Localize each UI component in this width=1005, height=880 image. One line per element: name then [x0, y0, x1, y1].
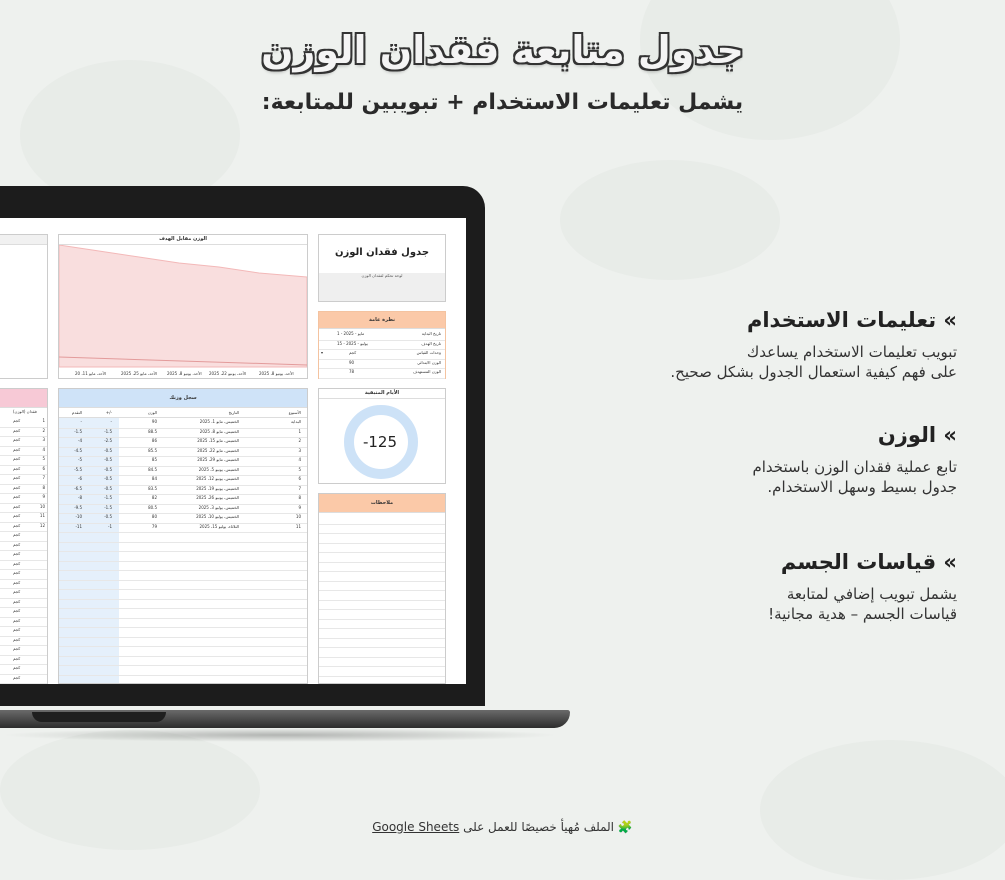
table-cell: 7	[298, 485, 301, 491]
table-cell: 84	[151, 476, 157, 481]
unit-cell: كجم	[13, 598, 21, 604]
unit-cell: كجم	[13, 674, 21, 680]
chart-x-label: الأحد، يونيو 8، 2025	[167, 371, 202, 376]
unit-cell: كجم	[13, 427, 21, 433]
weight-area	[59, 245, 307, 367]
weight-log-table	[58, 388, 308, 684]
weight-goal-chart	[58, 234, 308, 379]
table-cell: -0.5	[104, 466, 112, 472]
unit-cell: كجم	[13, 465, 21, 471]
table-cell: -2.5	[104, 438, 112, 443]
feature-line: يشمل تبويب إضافي لمتابعة	[786, 585, 957, 603]
background-leaf	[760, 740, 1005, 880]
unit-cell: كجم	[13, 418, 21, 423]
left-table-header: فقدان (الوزن)	[13, 409, 37, 414]
table-cell: الخميس، يونيو 26، 2025	[196, 495, 239, 500]
table-cell: الخميس، يوليو 3، 2025	[198, 504, 239, 510]
table-cell: الخميس، يونيو 5، 2025	[198, 466, 239, 472]
note-line[interactable]	[319, 666, 445, 677]
table-cell: 2	[298, 438, 301, 443]
chart-area	[59, 245, 307, 379]
unit-cell: كجم	[13, 570, 21, 575]
table-cell: -10	[75, 514, 82, 519]
feature-heading: » تعليمات الاستخدام	[746, 308, 957, 332]
week-cell: 9	[42, 494, 45, 499]
week-cell: 6	[42, 465, 45, 471]
table-cell: 82	[151, 495, 157, 500]
table-cell: 1	[298, 428, 301, 434]
table-cell: 9	[298, 504, 301, 510]
feature-heading: » قياسات الجسم	[780, 550, 957, 574]
table-cell: -1.5	[74, 428, 82, 434]
table-cell: -0.5	[104, 476, 112, 481]
unit-cell: كجم	[13, 541, 21, 547]
table-cell: الخميس، مايو 29، 2025	[197, 457, 239, 462]
table-cell: -0.5	[104, 514, 112, 519]
left-loss-table	[0, 388, 48, 684]
table-cell: -	[80, 419, 82, 424]
chart-title: الوزن مقابل الهدف	[59, 235, 307, 245]
week-cell: 12	[39, 522, 45, 528]
feature-body-measurements	[597, 550, 957, 624]
table-cell: 85.5	[148, 447, 157, 453]
feature-heading: » الوزن	[877, 423, 957, 447]
laptop-shadow	[0, 728, 560, 742]
unit-cell: كجم	[13, 551, 21, 556]
table-cell: -0.5	[104, 457, 112, 462]
table-cell: -6.5	[74, 485, 82, 491]
table-cell: الخميس، مايو 8، 2025	[199, 428, 239, 434]
feature-line: تبويب تعليمات الاستخدام يساعدك	[746, 343, 957, 361]
unit-cell: كجم	[13, 636, 21, 642]
week-cell: 11	[39, 513, 45, 518]
table-cell: 86	[151, 438, 157, 443]
week-cell: 8	[42, 484, 45, 490]
table-cell: -1.5	[104, 428, 112, 434]
table-cell: -11	[75, 523, 82, 529]
week-cell: 2	[42, 427, 45, 433]
table-cell: -1.5	[104, 495, 112, 500]
overview-title: نظرة عامة	[319, 312, 445, 329]
page-title: جدول متابعة فقدان الوزن	[261, 28, 744, 72]
chart-x-label: الأحد، مايو 25، 2025	[121, 371, 158, 376]
overview-row: تاريخ الهدف 15 - يوليو - 2025	[319, 340, 445, 351]
week-cell: 4	[42, 446, 45, 452]
feature-line: جدول بسيط وسهل الاستخدام.	[767, 478, 957, 496]
unit-cell: كجم	[13, 522, 21, 528]
table-cell: -0.5	[104, 485, 112, 491]
table-cell: 8	[298, 495, 301, 500]
table-cell: الخميس، يونيو 12، 2025	[196, 476, 239, 481]
unit-cell: كجم	[13, 646, 21, 651]
left-chart-panel	[0, 234, 48, 379]
table-row[interactable]	[0, 674, 47, 685]
unit-cell: كجم	[13, 617, 21, 623]
days-title: الأيام المتبقية	[319, 389, 445, 399]
table-cell: 90	[151, 419, 157, 424]
google-sheets-link[interactable]: Google Sheets	[372, 820, 460, 834]
overview-panel	[318, 311, 446, 379]
feature-instructions	[597, 308, 957, 382]
table-cell: 5	[298, 466, 301, 472]
unit-cell: كجم	[13, 437, 21, 442]
app-title-card	[318, 234, 446, 302]
unit-cell: كجم	[13, 532, 21, 537]
app-caption: لوحة تحكم لفقدان الوزن	[319, 273, 445, 301]
chart-x-label: الأحد، يونيو 8، 2025	[259, 371, 294, 376]
empty-row[interactable]	[59, 675, 307, 685]
log-header-row: الأسبوع التاريخ الوزن +/- التقدم	[59, 408, 307, 418]
notes-title: ملاحظات	[319, 494, 445, 513]
table-cell: 88.5	[148, 428, 157, 434]
table-cell: الثلاثاء، يوليو 15، 2025	[199, 523, 239, 529]
background-leaf	[560, 160, 780, 280]
table-cell: 3	[298, 447, 301, 453]
unit-cell: كجم	[13, 484, 21, 490]
overview-row[interactable]: وحدات القياس كجم ▾	[319, 349, 445, 360]
table-cell: 80.5	[148, 504, 157, 510]
overview-row: الوزن المستهدف 78	[319, 368, 445, 379]
unit-cell: كجم	[13, 665, 21, 670]
unit-cell: كجم	[13, 503, 21, 509]
table-cell: -9.5	[74, 504, 82, 510]
notes-panel[interactable]	[318, 493, 446, 684]
week-cell: 7	[42, 475, 45, 480]
table-cell: 83.5	[148, 485, 157, 491]
chevron-down-icon: ▾	[321, 350, 324, 355]
table-cell: 80	[151, 514, 157, 519]
overview-row: الوزن الابتدائي 90	[319, 359, 445, 370]
week-cell: 10	[39, 503, 45, 509]
unit-cell: كجم	[13, 513, 21, 518]
feature-weight	[597, 423, 957, 497]
table-cell: 4	[298, 457, 301, 462]
table-cell: -6	[78, 476, 82, 481]
table-cell: 6	[298, 476, 301, 481]
app-title: جدول فقدان الوزن	[334, 247, 430, 258]
table-cell: -1	[108, 523, 112, 529]
feature-line: تابع عملية فقدان الوزن باستخدام	[752, 458, 957, 476]
table-cell: -5.5	[74, 466, 82, 472]
overview-row: تاريخ البداية 1 - مايو - 2025	[319, 330, 445, 341]
page-subtitle: يشمل تعليمات الاستخدام + تبويبين للمتابعة:	[261, 90, 744, 115]
unit-cell: كجم	[13, 589, 21, 594]
table-cell: -1.5	[104, 504, 112, 510]
unit-cell: كجم	[13, 608, 21, 613]
unit-cell: كجم	[13, 655, 21, 661]
unit-cell: كجم	[13, 579, 21, 585]
laptop-screen	[0, 218, 466, 684]
table-cell: الخميس، يونيو 19، 2025	[196, 485, 239, 491]
unit-cell: كجم	[13, 560, 21, 566]
table-cell: -8	[78, 495, 82, 500]
week-cell: 5	[42, 456, 45, 461]
table-cell: -0.5	[104, 447, 112, 453]
log-title: سجل وزنك	[59, 389, 307, 408]
days-remaining-panel	[318, 388, 446, 484]
week-cell: 1	[42, 418, 45, 423]
days-value: -125	[362, 433, 398, 451]
table-cell: -	[110, 419, 112, 424]
table-cell: -4.5	[74, 447, 82, 453]
table-cell: 10	[295, 514, 301, 519]
table-cell: -5	[78, 457, 82, 462]
table-cell: 79	[151, 523, 157, 529]
unit-cell: كجم	[13, 456, 21, 461]
unit-cell: كجم	[13, 494, 21, 499]
table-cell: الخميس، مايو 22، 2025	[197, 447, 239, 453]
chart-x-label: الأحد، يونيو 22، 2025	[209, 371, 247, 376]
footer-note	[0, 820, 1005, 834]
unit-cell: كجم	[13, 627, 21, 632]
laptop-notch	[32, 712, 166, 722]
feature-line: على فهم كيفية استعمال الجدول بشكل صحيح.	[670, 363, 957, 381]
table-cell: الخميس، مايو 1، 2025	[199, 419, 239, 424]
unit-cell: كجم	[13, 446, 21, 452]
table-cell: 85	[151, 457, 157, 462]
table-cell: البداية	[290, 419, 301, 424]
unit-cell: كجم	[13, 475, 21, 480]
feature-line: قياسات الجسم – هدية مجانية!	[768, 605, 957, 623]
table-cell: الخميس، مايو 15، 2025	[197, 438, 239, 443]
table-cell: الخميس، يوليو 10، 2025	[196, 514, 239, 519]
footer-text: 🧩 الملف مُهيأ خصيصًا للعمل على	[463, 820, 633, 834]
table-cell: 11	[295, 523, 301, 529]
chart-x-label: الأحد، مايو 11، 20	[75, 371, 107, 376]
table-cell: 84.5	[148, 466, 157, 472]
table-cell: -4	[78, 438, 82, 443]
week-cell: 3	[42, 437, 45, 442]
